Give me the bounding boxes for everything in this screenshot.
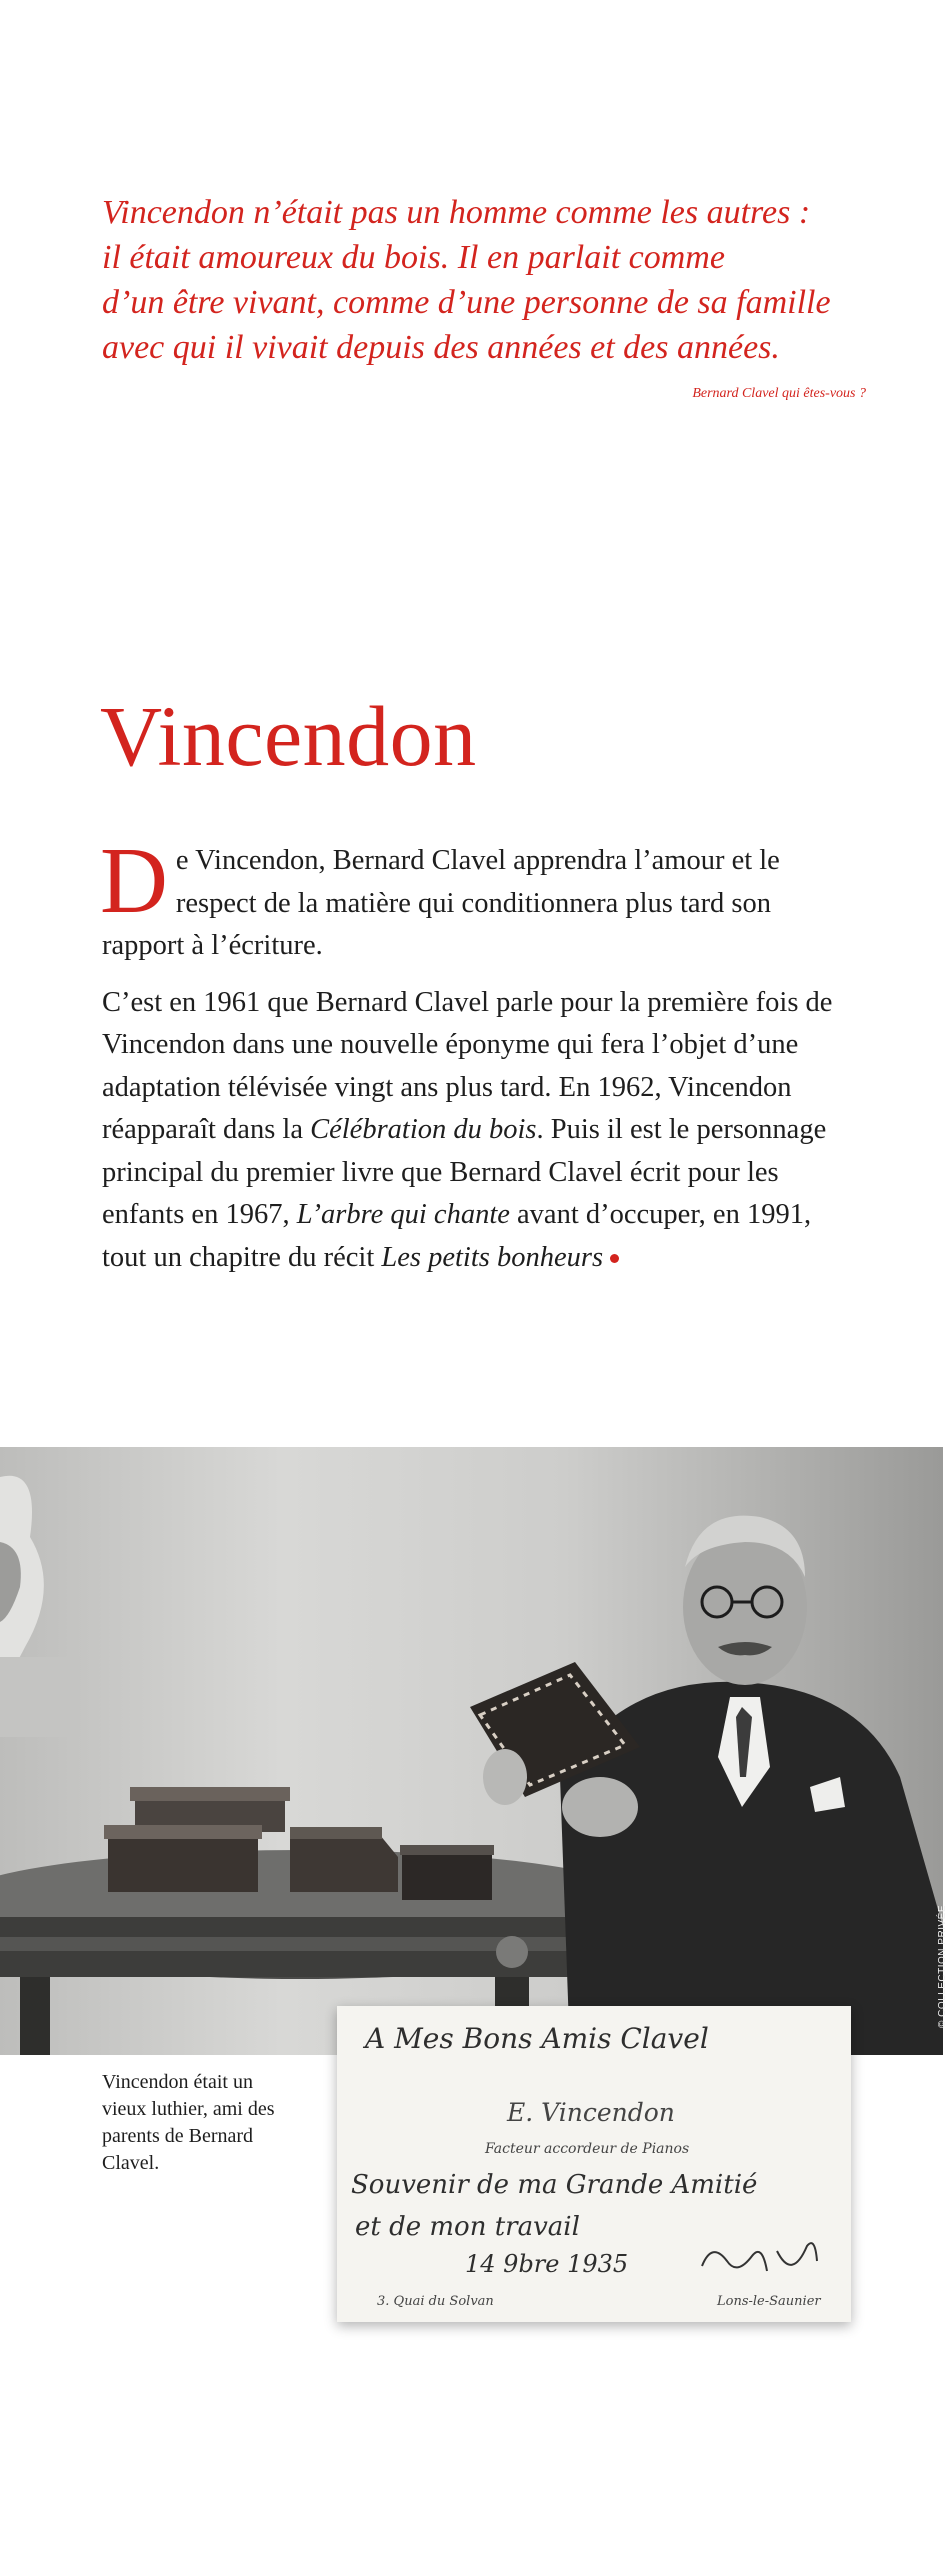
card-dedication: A Mes Bons Amis Clavel bbox=[365, 2022, 709, 2055]
card-profession: Facteur accordeur de Pianos bbox=[485, 2141, 690, 2157]
page-title: Vincendon bbox=[100, 688, 477, 784]
quote-line: Vincendon n’était pas un homme comme les autres : bbox=[102, 194, 811, 231]
paragraph-2-text: avant d’occuper, en 1991, tout un chapitre du récit bbox=[102, 1199, 812, 1273]
portrait-illustration bbox=[0, 1447, 943, 2055]
paragraph-2-text: . Puis il est le personnage principal du premier livre que Bernard Clavel écrit pour les enfants en 1967, bbox=[102, 1114, 827, 1230]
card-name: E. Vincendon bbox=[507, 2098, 675, 2127]
card-message-line-1: Souvenir de ma Grande Amitié bbox=[351, 2170, 758, 2200]
end-mark-dot bbox=[610, 1254, 619, 1263]
paragraph-1-text: e Vincendon, Bernard Clavel apprendra l’amour et le respect de la matière qui conditionnera plus tard son rapport à l’écriture. bbox=[102, 845, 780, 961]
quote-line: d’un être vivant, comme d’une personne de sa famille bbox=[102, 284, 831, 321]
quote-line: avec qui il vivait depuis des années et des années. bbox=[102, 329, 780, 366]
handwritten-signature bbox=[697, 2231, 827, 2291]
paragraph-2 bbox=[102, 982, 842, 1280]
book-title-bonheurs: Les petits bonheurs bbox=[381, 1241, 604, 1273]
card-message-line-2: et de mon travail bbox=[355, 2212, 580, 2242]
paragraph-2-text: C’est en 1961 que Bernard Clavel parle pour la première fois de Vincendon dans une nouvelle éponyme qui fera l’objet d’une adaptation télévisée vingt ans plus tard. En 1962, Vincendon réapparaît dans la bbox=[102, 986, 833, 1145]
paragraph-1 bbox=[100, 829, 842, 968]
photo-credit: © COLLECTION PRIVÉE bbox=[937, 1905, 948, 2029]
card-address: 3. Quai du Solvan bbox=[377, 2294, 494, 2309]
quote-line: il était amoureux du bois. Il en parlait comme bbox=[102, 239, 725, 276]
dedication-card bbox=[337, 2006, 851, 2322]
photo-caption: Vincendon était un vieux luthier, ami des parents de Bernard Clavel. bbox=[102, 2071, 275, 2174]
portrait-photo bbox=[0, 1447, 943, 2055]
epigraph-quote bbox=[102, 190, 862, 370]
card-date: 14 9bre 1935 bbox=[465, 2250, 629, 2278]
book-title-celebration: Célébration du bois bbox=[310, 1114, 537, 1145]
body-text bbox=[100, 829, 842, 1293]
book-title-arbre: L’arbre qui chante bbox=[296, 1199, 510, 1230]
card-city: Lons-le-Saunier bbox=[717, 2294, 821, 2309]
drop-cap: D bbox=[100, 829, 168, 933]
quote-source: Bernard Clavel qui êtes-vous ? bbox=[692, 386, 866, 401]
